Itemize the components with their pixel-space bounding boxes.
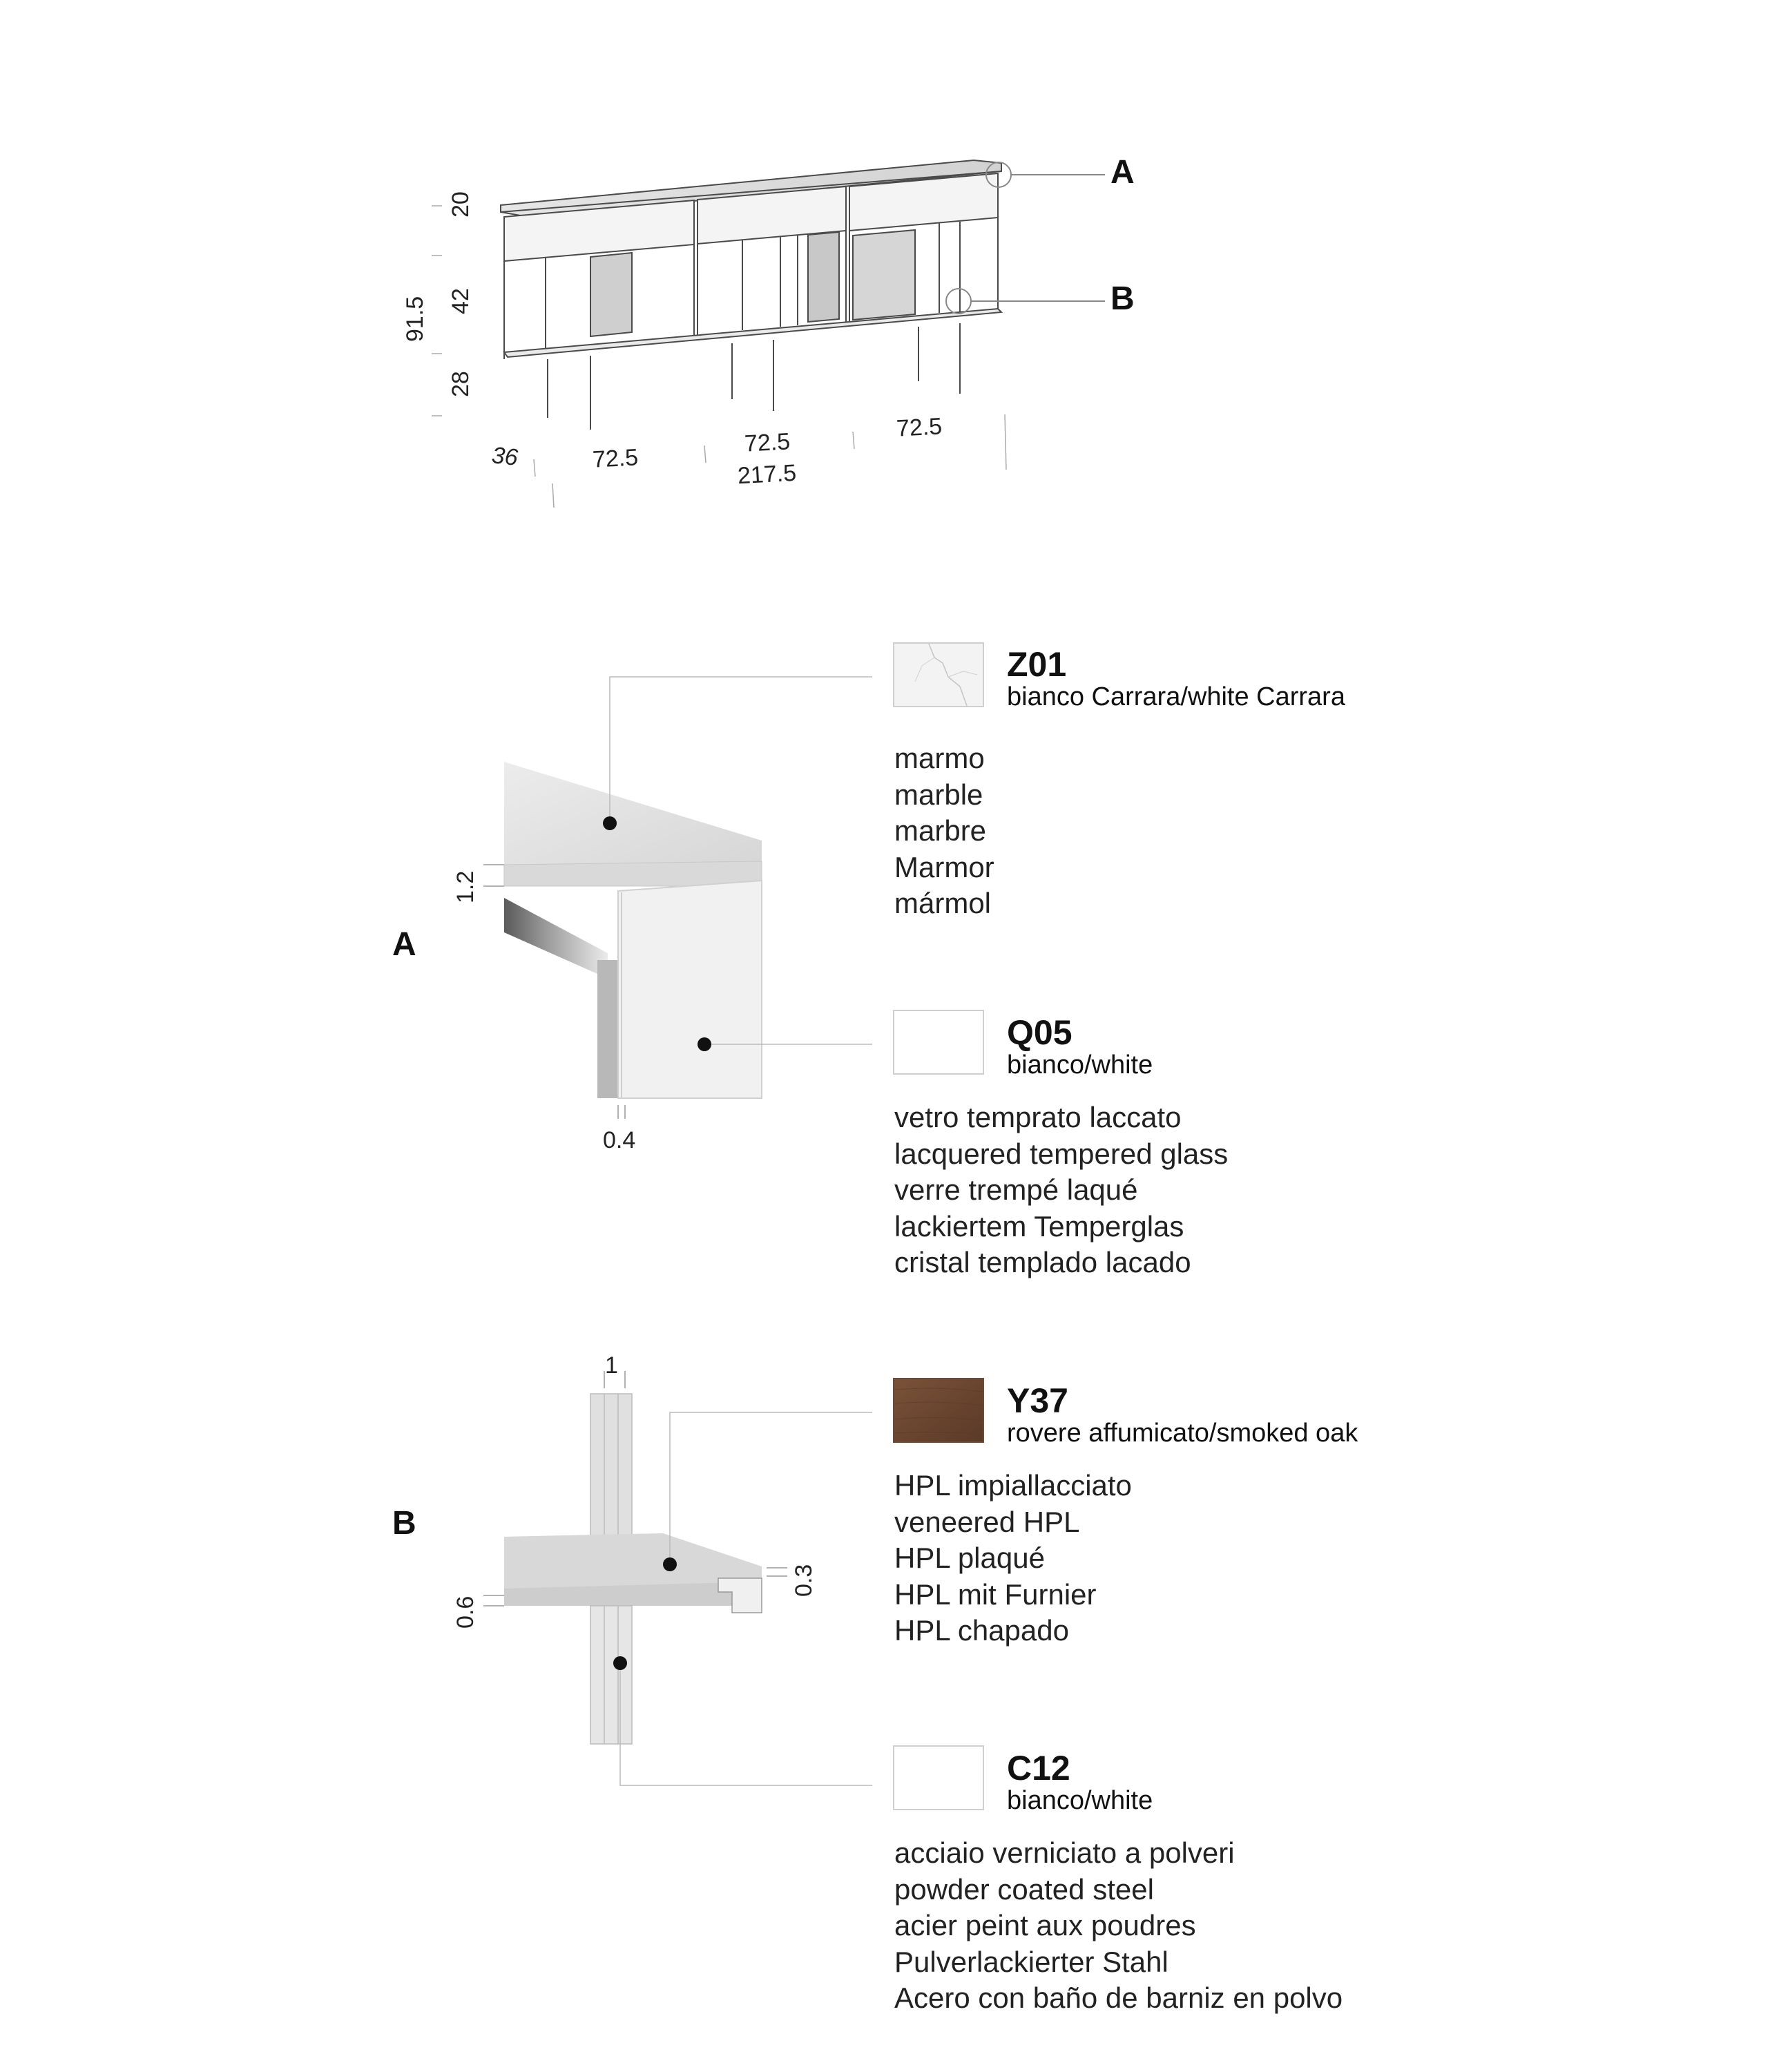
material-desc: lacquered tempered glass [894,1137,1229,1170]
dim-drawer-height: 20 [448,191,474,218]
dim-module-width-3: 72.5 [896,413,943,442]
material-desc: marble [894,778,983,811]
interior-panel-2 [808,232,839,322]
material-desc-list-q05 [894,1100,1228,1281]
detail-b-upright-top [590,1394,632,1540]
material-desc-list-y37 [894,1468,1132,1649]
material-code-y37: Y37 [1007,1381,1068,1420]
material-desc: acciaio verniciato a polveri [894,1836,1235,1869]
dim-edge-thickness: 0.3 [791,1564,817,1597]
bottom-shelf [504,309,1001,357]
material-desc: marbre [894,814,987,847]
sideboard-body [501,160,1001,430]
detail-a-inner-shadow [504,898,608,1098]
material-desc-list-c12 [894,1835,1343,2017]
detail-b-upright-bottom [590,1606,632,1744]
detail-a-label: A [392,926,416,963]
material-desc: acier peint aux poudres [894,1909,1196,1941]
material-swatch-z01 [893,642,984,707]
dim-marble-thickness: 1.2 [452,870,479,903]
material-desc-list-z01 [894,740,994,922]
material-name-y37: rovere affumicato/smoked oak [1007,1419,1358,1448]
material-desc: HPL plaqué [894,1542,1045,1574]
dim-total-height: 91.5 [402,296,428,342]
material-desc: Marmor [894,850,994,883]
material-name-c12: bianco/white [1007,1786,1153,1815]
dim-total-width: 217.5 [737,459,798,490]
material-desc: verre trempé laqué [894,1173,1138,1206]
callout-a-label: A [1110,154,1135,191]
dim-module-width-2: 72.5 [744,428,791,457]
material-desc: HPL impiallacciato [894,1469,1132,1502]
dim-depth: 36 [490,442,519,471]
dim-leg-height: 28 [448,371,474,397]
material-desc: lackiertem Temperglas [894,1209,1184,1243]
material-desc: Pulverlackierter Stahl [894,1945,1168,1978]
interior-panel-1 [590,253,632,336]
dim-module-width-1: 72.5 [592,444,639,473]
material-code-z01: Z01 [1007,645,1067,684]
detail-b-label: B [392,1505,416,1542]
material-swatch-c12 [893,1745,984,1810]
marble-vein-icon [894,644,983,706]
material-name-z01: bianco Carrara/white Carrara [1007,682,1345,711]
material-desc: vetro temprato laccato [894,1101,1182,1133]
dim-open-height: 42 [448,288,474,314]
material-desc: HPL mit Furnier [894,1577,1097,1611]
material-desc: mármol [894,887,992,919]
material-swatch-y37 [893,1378,984,1443]
material-desc: cristal templado lacado [894,1246,1191,1278]
material-desc: HPL chapado [894,1614,1069,1647]
callout-b-circle [946,289,971,314]
material-code-q05: Q05 [1007,1013,1072,1052]
dim-shelf-thickness: 0.6 [452,1595,479,1629]
dim-upright-width: 1 [605,1352,618,1379]
interior-panel-3 [853,230,915,320]
material-desc: powder coated steel [894,1872,1154,1906]
material-code-c12: C12 [1007,1749,1070,1787]
material-desc: veneered HPL [894,1505,1080,1538]
detail-a-marble-top [504,762,762,869]
detail-a-glass-panel [618,881,762,1098]
dim-glass-thickness: 0.4 [603,1127,636,1153]
material-swatch-q05 [893,1010,984,1075]
wood-grain-icon [894,1379,983,1441]
material-name-q05: bianco/white [1007,1051,1153,1080]
material-desc: Acero con baño de barniz en polvo [894,1982,1343,2014]
callout-b-label: B [1110,280,1135,317]
material-desc: marmo [894,742,985,774]
detail-a-drawing [483,677,872,1119]
